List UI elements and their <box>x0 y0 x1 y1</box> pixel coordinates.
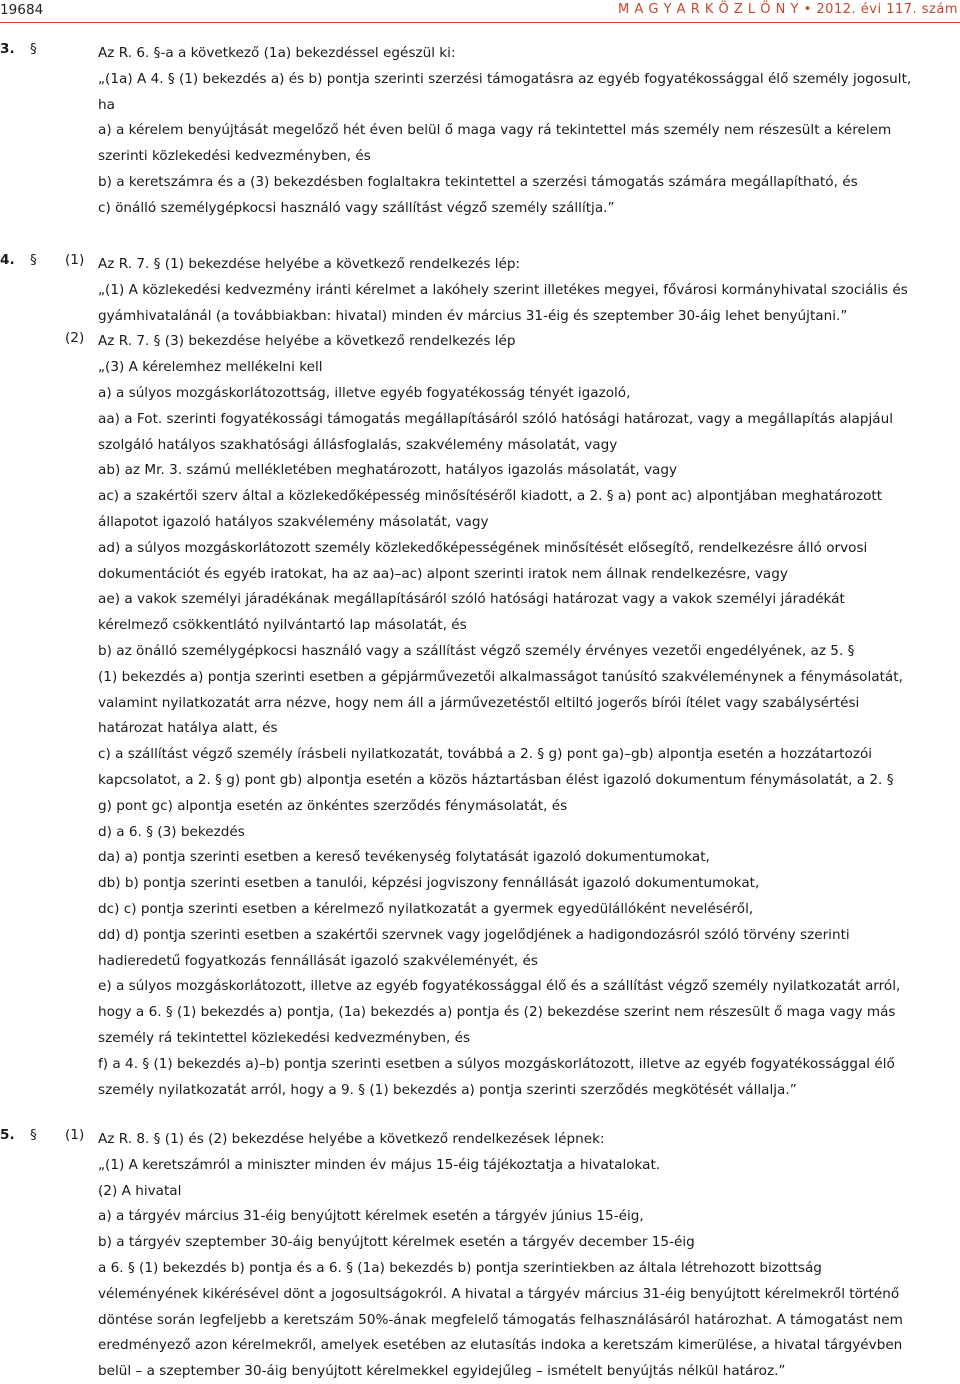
text-line: „(3) A kérelemhez mellékelni kell <box>98 359 323 376</box>
header-rule <box>0 22 960 23</box>
text-line: b) a keretszámra és a (3) bekezdésben foglaltakra tekintettel a szerzési támogatás számára megállapítható, és <box>98 174 858 190</box>
text-line: Az R. 7. § (1) bekezdése helyébe a következő rendelkezés lép: <box>98 256 521 272</box>
section-sign: § <box>30 41 37 57</box>
text-line: kérelmező csökkentlátó nyilvántartó lap másolatát, és <box>98 617 467 634</box>
text-line: b) az önálló személygépkocsi használó vagy a szállítást végző személy érvényes vezetői engedélyének, az 5. § <box>98 643 855 659</box>
section-sign: § <box>30 252 37 268</box>
text-line: „(1a) A 4. § (1) bekezdés a) és b) pontja szerinti szerzési támogatásra az egyéb fogyatékossággal élő személy jogosult, <box>98 70 912 87</box>
text-line: e) a súlyos mozgáskorlátozott, illetve az egyéb fogyatékossággal élő és a szállítást végző személy nyilatkozatát arról, <box>98 978 901 995</box>
text-line: hogy a 6. § (1) bekezdés a) pontja, (1a) bekezdés a) pontja és (2) bekezdése szerint nem részesült ő maga vagy más <box>98 1004 896 1021</box>
text-line: döntése során legfeljebb a keretszám 50%-ának megfelelő támogatás felhasználásáról határozhat. A támogatást nem <box>98 1311 903 1328</box>
text-line: db) b) pontja szerinti esetben a tanulói, képzési jogviszony fennállását igazoló dokumentumokat, <box>98 875 760 892</box>
text-line: dd) d) pontja szerinti esetben a szakértői szervnek vagy jogelődjének a hadigondozásról szóló törvény szerinti <box>98 926 850 943</box>
text-line: dokumentációt és egyéb iratokat, ha az aa)–ac) alpont szerinti iratok nem állnak rendelkezésre, vagy <box>98 565 788 582</box>
section-number: 4. <box>0 252 15 268</box>
text-line: (1) bekezdés a) pontja szerinti esetben a gépjárművezetői alkalmasságot tanúsító szakvéleménynek a fénymásolatát, <box>98 668 903 685</box>
text-line: f) a 4. § (1) bekezdés a)–b) pontja szerinti esetben a súlyos mozgáskorlátozott, illetve az egyéb fogyatékossággal élő <box>98 1055 895 1072</box>
text-line: a 6. § (1) bekezdés b) pontja és a 6. § (1a) bekezdés b) pontja szerintiekben az általa létrehozott bizottság <box>98 1260 822 1276</box>
text-line: Az R. 8. § (1) és (2) bekezdése helyébe a következő rendelkezések lépnek: <box>98 1131 605 1147</box>
section-number: 5. <box>0 1127 15 1143</box>
text-line: aa) a Fot. szerinti fogyatékossági támogatás megállapításáról szóló hatósági határozat, vagy a megállapítás alapjául <box>98 410 893 427</box>
text-line: d) a 6. § (3) bekezdés <box>98 823 245 840</box>
text-line: személy rá tekintettel közlekedési kedvezményben, és <box>98 1030 471 1046</box>
paragraph-number: (2) <box>65 330 85 346</box>
publication-title: M A G Y A R K Ö Z L Ö N Y • 2012. évi 117. szám <box>618 2 958 17</box>
text-line: a) a tárgyév március 31-éig benyújtott kérelmek esetén a tárgyév június 15-éig, <box>98 1208 644 1225</box>
text-line: c) önálló személygépkocsi használó vagy szállítást végző személy szállítja.” <box>98 199 615 216</box>
text-line: a) a kérelem benyújtását megelőző hét éven belül ő maga vagy rá tekintettel más személy nem részesült a kérelem <box>98 122 892 139</box>
paragraph-number: (1) <box>65 1127 85 1143</box>
text-line: „(1) A közlekedési kedvezmény iránti kérelmet a lakóhely szerint illetékes megyei, fővárosi kormányhivatal szociális és <box>98 281 908 298</box>
text-line: szerinti közlekedési kedvezményben, és <box>98 148 371 165</box>
text-line: a) a súlyos mozgáskorlátozottság, illetve egyéb fogyatékosság tényét igazoló, <box>98 385 631 401</box>
text-line: (2) A hivatal <box>98 1182 182 1199</box>
text-line: kapcsolatot, a 2. § g) pont gb) alpontja esetén a közös háztartásban élést igazoló dokumentum fénymásolatát, a 2. § <box>98 772 894 788</box>
text-line: ha <box>98 96 115 113</box>
text-line: b) a tárgyév szeptember 30-áig benyújtott kérelmek esetén a tárgyév december 15-éig <box>98 1234 695 1251</box>
section-number: 3. <box>0 41 15 57</box>
text-line: ac) a szakértői szerv által a közlekedőképesség minősítéséről kiadott, a 2. § a) pont ac) alpontjában meghatározott <box>98 488 883 505</box>
text-line: g) pont gc) alpontja esetén az önkéntes szerződés fénymásolatát, és <box>98 797 568 814</box>
text-line: ab) az Mr. 3. számú mellékletében meghatározott, hatályos igazolás másolatát, vagy <box>98 462 678 479</box>
text-line: véleményének kikérésével dönt a jogosultságokról. A hivatal a tárgyév március 31-éig benyújtott kérelmekről történő <box>98 1285 900 1302</box>
text-line: belül – a szeptember 30-áig benyújtott kérelmekkel egyidejűleg – ismételt benyújtás nélkül határoz.” <box>98 1363 786 1380</box>
text-line: valamint nyilatkozatát arra nézve, hogy nem áll a járművezetéstől eltiltó jogerős bírói ítélet vagy szabálysértési <box>98 694 860 711</box>
text-line: dc) c) pontja szerinti esetben a kérelmező nyilatkozatát a gyermek egyedülállóként neveléséről, <box>98 901 754 917</box>
text-line: c) a szállítást végző személy írásbeli nyilatkozatát, továbbá a 2. § g) pont ga)–gb) alpontja esetén a hozzátartozói <box>98 746 873 763</box>
text-line: „(1) A keretszámról a miniszter minden év május 15-éig tájékoztatja a hivatalokat. <box>98 1156 661 1173</box>
text-line: ae) a vakok személyi járadékának megállapításáról szóló hatósági határozat vagy a vakok személyi járadékát <box>98 591 845 608</box>
text-line: állapotot igazoló hatályos szakvélemény másolatát, vagy <box>98 514 489 530</box>
page-number: 19684 <box>0 2 44 18</box>
text-line: Az R. 7. § (3) bekezdése helyébe a következő rendelkezés lép <box>98 333 516 350</box>
text-line: Az R. 6. §-a a következő (1a) bekezdéssel egészül ki: <box>98 45 456 61</box>
text-line: személy nyilatkozatát arról, hogy a 9. § (1) bekezdés a) pontja szerinti szerződés megkötését vállalja.” <box>98 1081 797 1098</box>
section-sign: § <box>30 1127 37 1143</box>
text-line: ad) a súlyos mozgáskorlátozott személy közlekedőképességének minősítését elősegítő, rendelkezésre álló orvosi <box>98 539 868 556</box>
text-line: eredményező azon kérelmekről, amelyek esetében az elutasítás indoka a keretszám kimerülése, a hivatal tárgyévben <box>98 1337 903 1354</box>
text-line: határozat hatálya alatt, és <box>98 720 278 737</box>
text-line: szolgáló hatályos szakhatósági állásfoglalás, szakvélemény másolatát, vagy <box>98 436 618 453</box>
text-line: da) a) pontja szerinti esetben a kereső tevékenység folytatását igazoló dokumentumokat, <box>98 849 710 866</box>
page-header <box>0 0 960 24</box>
text-line: gyámhivatalánál (a továbbiakban: hivatal) minden év március 31-éig és szeptember 30-áig lehet benyújtani.” <box>98 307 848 324</box>
paragraph-number: (1) <box>65 252 85 268</box>
text-line: hadieredetű fogyatkozás fennállását igazoló szakvéleményét, és <box>98 952 538 969</box>
